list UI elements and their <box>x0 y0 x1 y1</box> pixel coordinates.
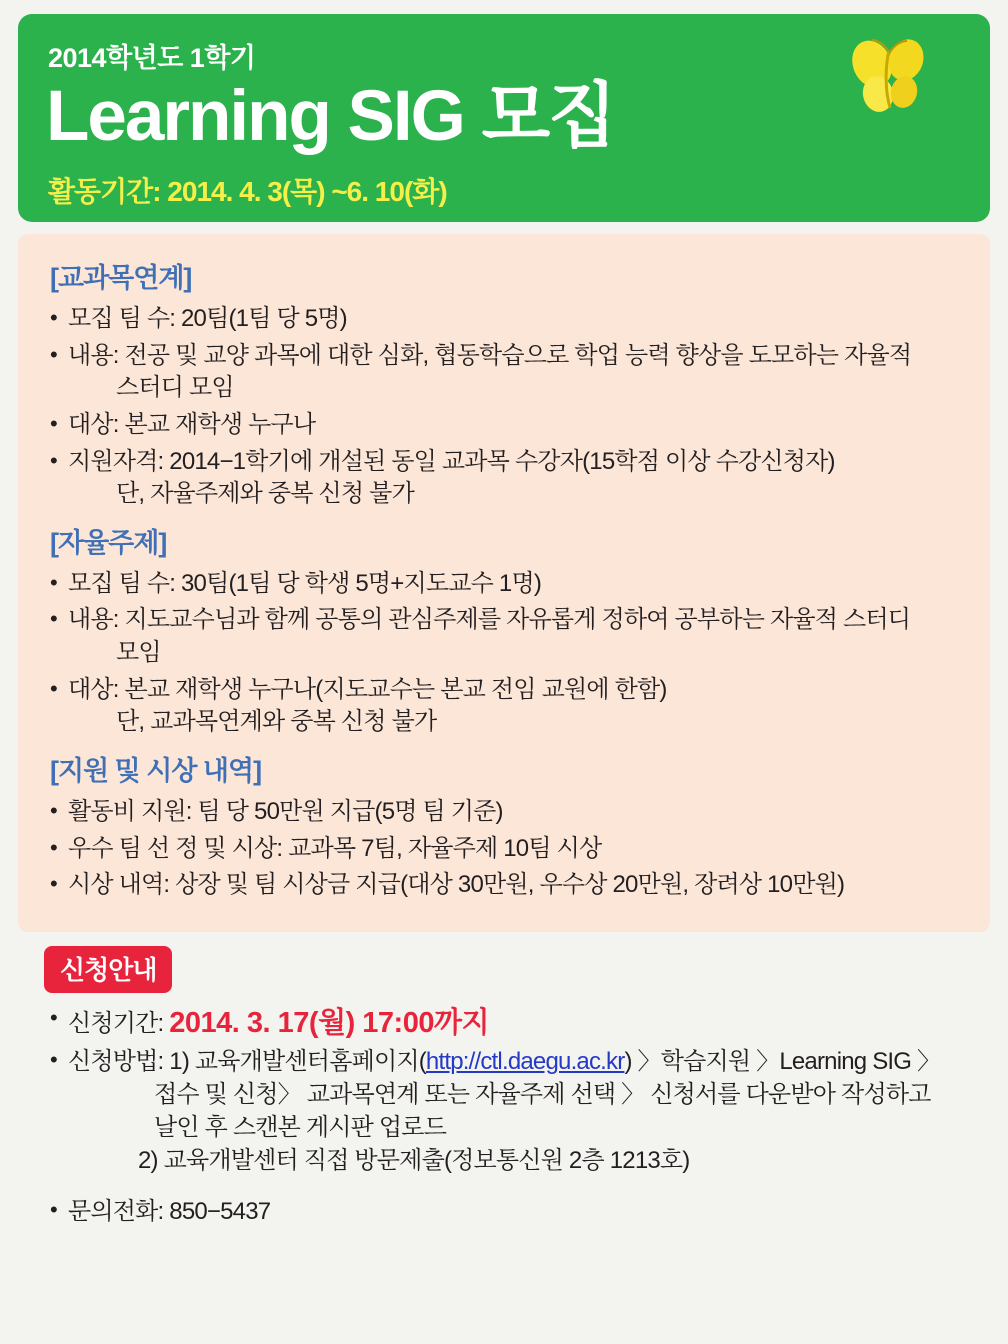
page-title: Learning SIG 모집 <box>46 77 615 156</box>
section-title-freetopic: [자율주제] <box>50 527 167 558</box>
header-year: 2014학년도 1학기 <box>48 43 256 73</box>
list-item-text: 우수 팀 선 정 및 시상: 교과목 7팀, 자율주제 10팀 시상 <box>68 834 602 862</box>
list-item-text: 시상 내역: 상장 및 팀 시상금 지급(대상 30만원, 우수상 20만원, 장려상 10만원) <box>68 871 845 899</box>
list-item-text: 모집 팀 수: 30팀(1팀 당 학생 5명+지도교수 1명) <box>68 569 542 597</box>
section-list-freetopic <box>44 568 964 739</box>
list-item-text: 내용: 지도교수님과 함께 공통의 관심주제를 자유롭게 정하여 공부하는 자율적 스터디 <box>68 606 911 634</box>
list-item-text: 내용: 전공 및 교양 과목에 대한 심화, 협동학습으로 학업 능력 향상을 도모하는 자율적 <box>68 341 912 369</box>
ctl-homepage-link[interactable]: http://ctl.daegu.ac.kr <box>425 1047 625 1075</box>
list-item <box>44 833 964 866</box>
apply-method-line1-pre: 1) 교육개발센터홈페이지( <box>169 1047 426 1075</box>
list-item-text: 모집 팀 수: 20팀(1팀 당 5명) <box>68 305 347 332</box>
list-item-subtext: 단, 교과목연계와 중복 신청 불가 <box>116 708 437 736</box>
contact-phone-text: 문의전화: 850−5437 <box>68 1198 271 1226</box>
apply-section <box>18 946 990 1229</box>
contact-phone-row <box>44 1195 964 1228</box>
apply-period-label: 신청기간: <box>68 1009 164 1037</box>
apply-method-line1-post: ) 〉학습지원 〉Learning SIG 〉 <box>624 1047 941 1075</box>
list-item-text: 대상: 본교 재학생 누구나(지도교수는 본교 전임 교원에 한함) <box>68 675 667 703</box>
list-item <box>44 568 964 601</box>
list-item-text: 대상: 본교 재학생 누구나 <box>68 410 316 438</box>
list-item-subtext: 단, 자율주제와 중복 신청 불가 <box>116 480 414 508</box>
poster-header <box>18 14 990 222</box>
list-item <box>44 869 964 902</box>
apply-period-row <box>44 1003 964 1043</box>
list-item-subtext: 스터디 모임 <box>116 374 234 402</box>
list-item <box>44 409 964 442</box>
apply-method-line2: 접수 및 신청〉 교과목연계 또는 자율주제 선택 〉 신청서를 다운받아 작성하고 <box>154 1080 931 1108</box>
list-item-text: 활동비 지원: 팀 당 50만원 지급(5명 팀 기준) <box>68 797 503 825</box>
list-item <box>44 446 964 511</box>
apply-deadline-value: 2014. 3. 17(월) 17:00까지 <box>169 1006 489 1039</box>
section-list-curriculum <box>44 303 964 511</box>
activity-period: 활동기간: 2014. 4. 3(목) ~6. 10(화) <box>48 176 447 207</box>
list-item-text: 지원자격: 2014−1학기에 개설된 동일 교과목 수강자(15학점 이상 수강신청자) <box>68 447 835 475</box>
list-item <box>44 796 964 829</box>
apply-list <box>44 1003 964 1229</box>
apply-method-label: 신청방법: <box>68 1047 164 1075</box>
butterfly-icon <box>844 38 934 116</box>
section-title-support-awards: [지원 및 시상 내역] <box>50 755 262 786</box>
apply-method-line4: 2) 교육개발센터 직접 방문제출(정보통신원 2층 1213호) <box>138 1147 690 1175</box>
list-item <box>44 303 964 336</box>
content-panel <box>18 234 990 932</box>
section-list-support-awards <box>44 796 964 902</box>
list-item-subtext: 모임 <box>116 639 161 666</box>
apply-method-row <box>44 1045 964 1177</box>
apply-badge: 신청안내 <box>44 946 172 993</box>
list-item <box>44 674 964 739</box>
section-title-curriculum: [교과목연계] <box>50 263 192 293</box>
list-item <box>44 604 964 669</box>
list-item <box>44 340 964 405</box>
apply-method-line3: 날인 후 스캔본 게시판 업로드 <box>154 1113 447 1141</box>
